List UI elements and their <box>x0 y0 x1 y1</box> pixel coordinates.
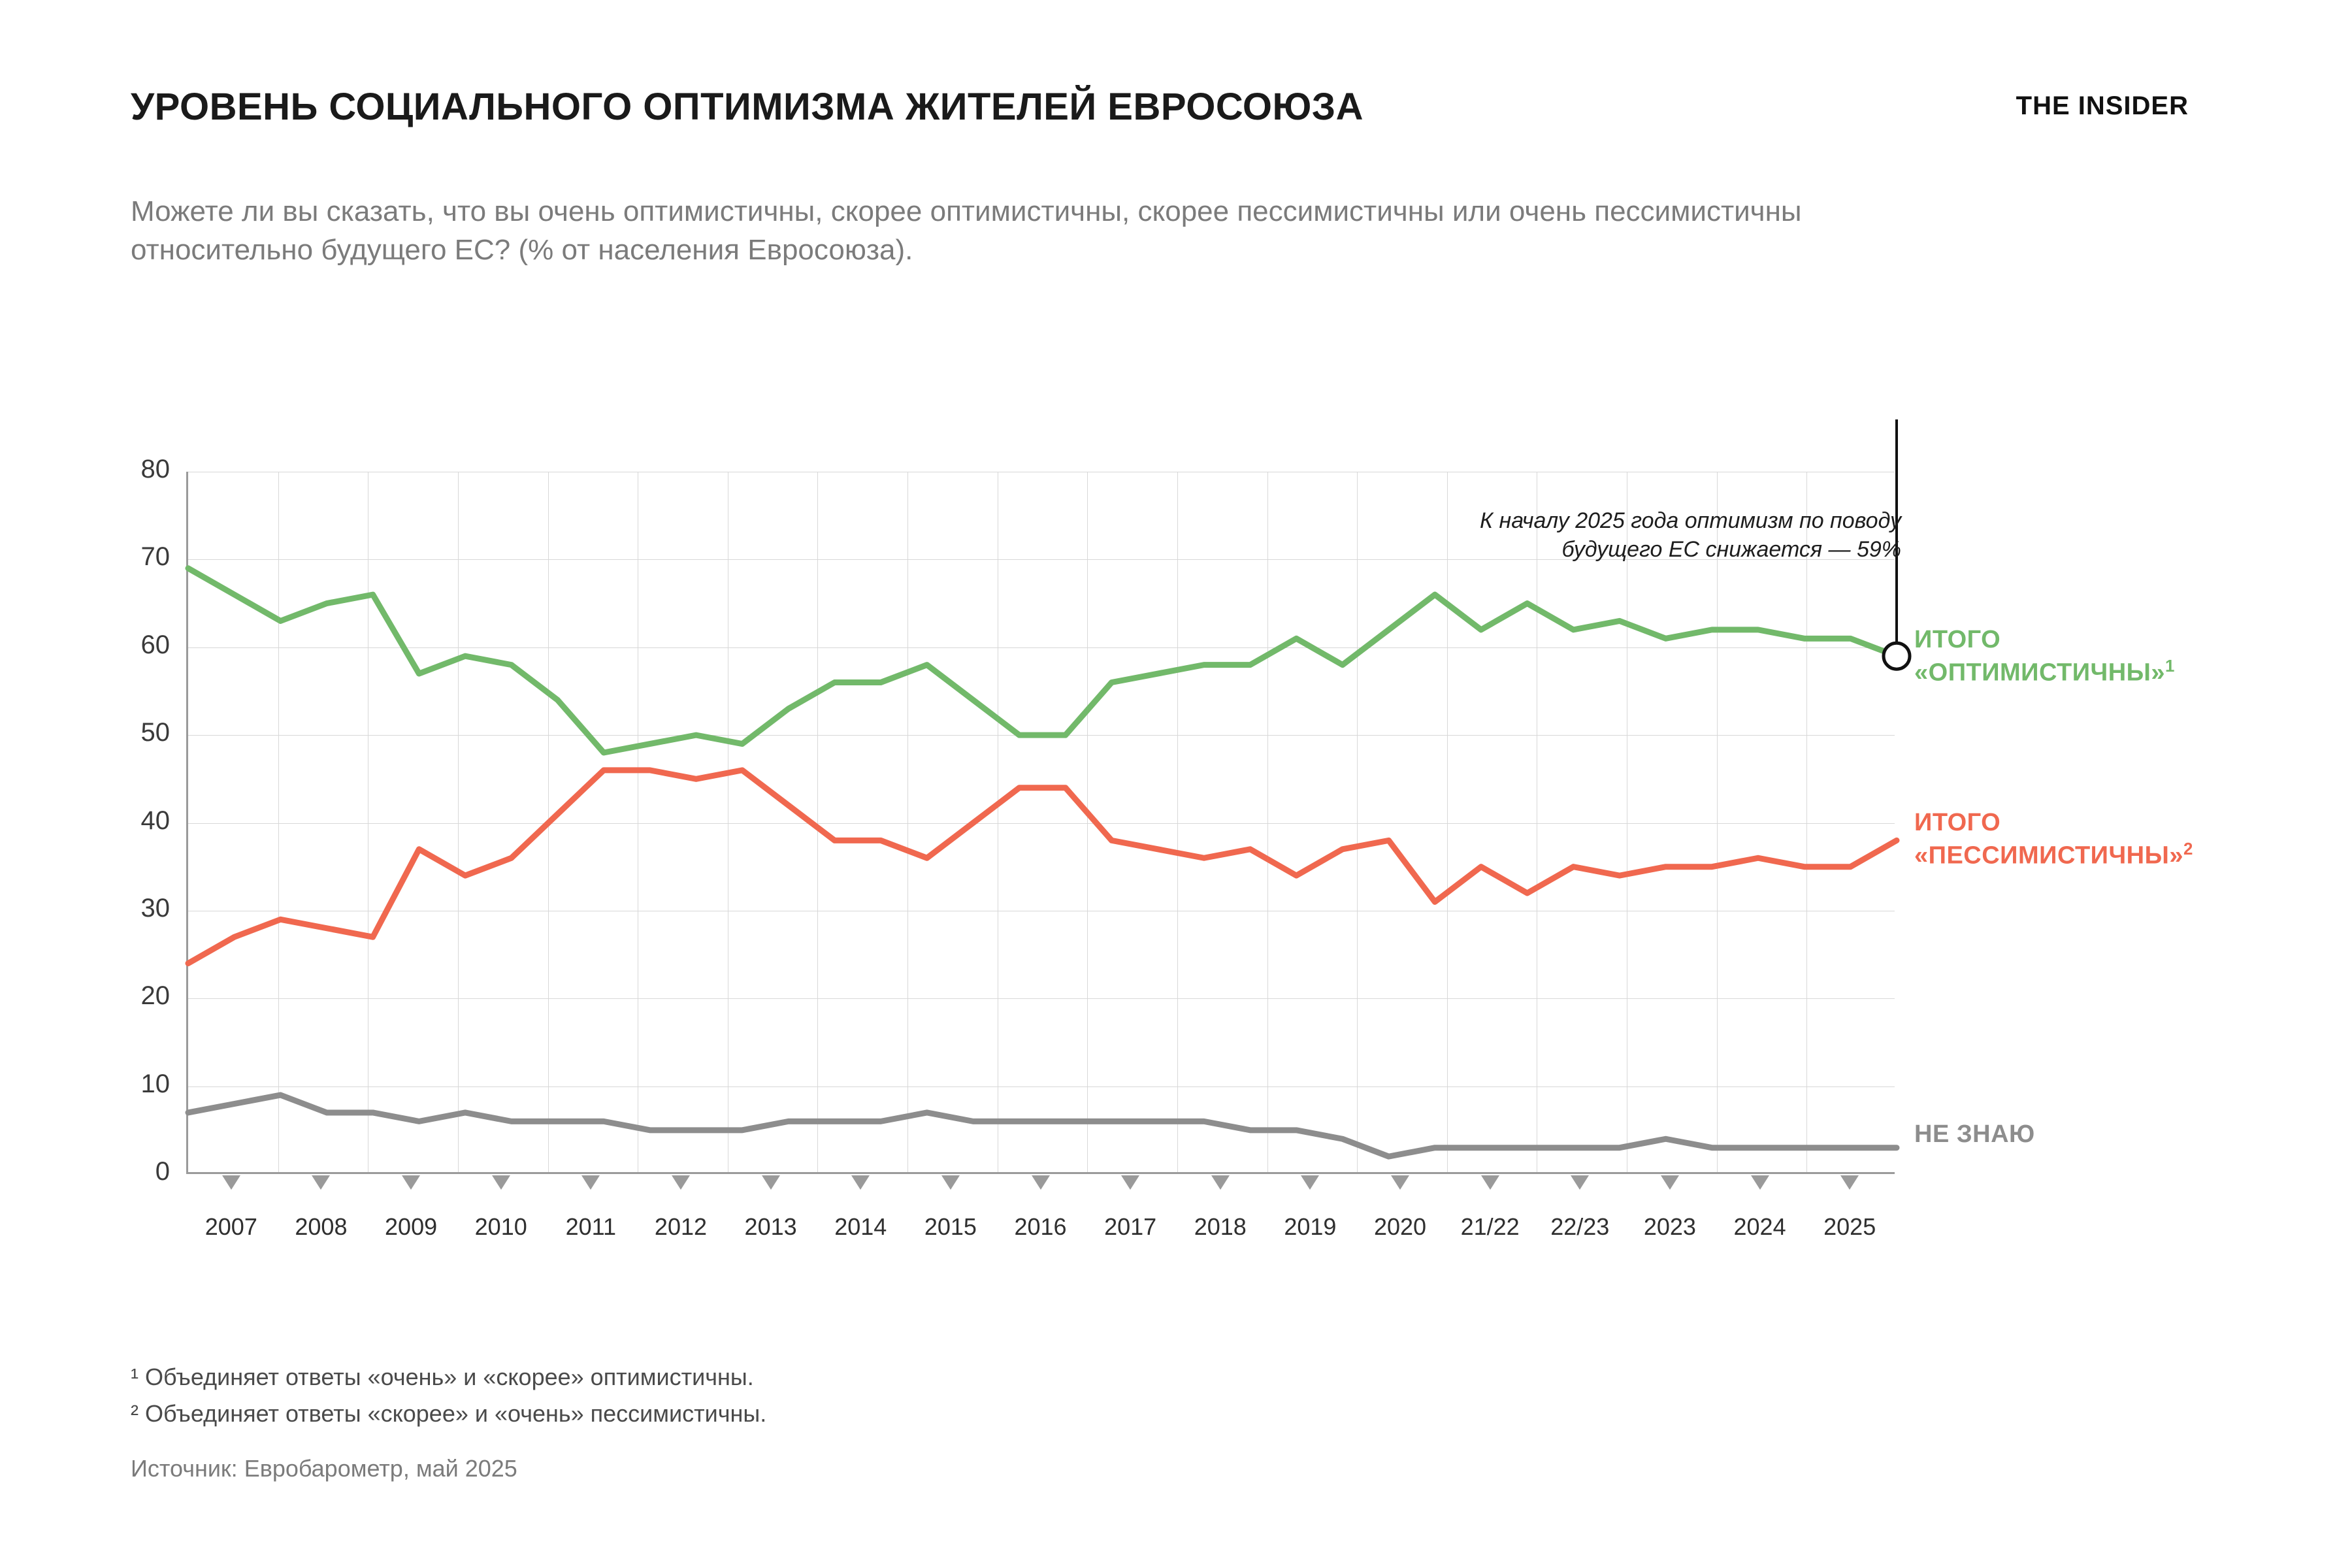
x-tick-mark <box>1391 1175 1409 1190</box>
x-tick-label: 2012 <box>654 1213 708 1240</box>
x-tick-mark <box>402 1175 420 1190</box>
y-tick-label: 20 <box>140 981 170 1011</box>
legend-pessimistic-sup: 2 <box>2183 840 2193 859</box>
x-tick-mark <box>1301 1175 1319 1190</box>
x-tick-label: 2025 <box>1823 1213 1876 1240</box>
y-tick-label: 40 <box>140 806 170 835</box>
x-tick-mark <box>1121 1175 1139 1190</box>
legend-optimistic <box>1914 624 2175 689</box>
x-tick-mark <box>1751 1175 1769 1190</box>
series-line-1 <box>188 770 1897 964</box>
x-tick-mark <box>851 1175 870 1190</box>
x-tick-label: 2009 <box>385 1213 438 1240</box>
footnotes <box>131 1359 766 1486</box>
x-tick-label: 2015 <box>924 1213 977 1240</box>
x-tick-label: 2016 <box>1014 1213 1067 1240</box>
x-tick-mark <box>1661 1175 1679 1190</box>
x-tick-mark <box>492 1175 510 1190</box>
x-tick-label: 2011 <box>565 1213 617 1240</box>
footnote-1: ¹ Объединяет ответы «очень» и «скорее» оптимистичны. <box>131 1364 754 1390</box>
x-tick-label: 2023 <box>1643 1213 1696 1240</box>
y-tick-label: 80 <box>140 455 170 483</box>
x-tick-label: 2017 <box>1104 1213 1157 1240</box>
x-tick-label: 2007 <box>204 1213 257 1240</box>
y-tick-label: 0 <box>155 1157 170 1186</box>
x-tick-mark <box>1032 1175 1050 1190</box>
series-lines <box>188 472 1897 1174</box>
series-line-0 <box>188 568 1897 753</box>
x-tick-label: 2024 <box>1733 1213 1786 1240</box>
brand-logo: THE INSIDER <box>2016 91 2189 120</box>
y-tick-label: 30 <box>140 893 170 923</box>
x-tick-label: 21/22 <box>1460 1213 1520 1240</box>
x-tick-mark <box>672 1175 690 1190</box>
x-tick-mark <box>762 1175 780 1190</box>
x-tick-label: 2020 <box>1373 1213 1427 1240</box>
annotation-callout: К началу 2025 года оптимизм по поводу будущего ЕС снижается — 59% <box>1480 508 1901 563</box>
plot-area <box>186 472 1895 1174</box>
x-tick-mark <box>1211 1175 1230 1190</box>
legend-optimistic-line2: «ОПТИМИСТИЧНЫ»$^1$ <box>1914 657 2175 687</box>
x-tick-label: 22/23 <box>1550 1213 1610 1240</box>
legend-dontknow: НЕ ЗНАЮ <box>1914 1120 2035 1148</box>
legend-optimistic-line1: ИТОГО <box>1914 626 2001 653</box>
x-tick-mark <box>312 1175 330 1190</box>
x-tick-label: 2014 <box>834 1213 887 1240</box>
legend-pessimistic-line2: «ПЕССИМИСТИЧНЫ»$^2$ <box>1914 840 2193 870</box>
chart-subtitle: Можете ли вы сказать, что вы очень оптимистичны, скорее оптимистичны, скорее пессимистичны или очень пессимистичны относительно будущего ЕС? (% от населения Евросоюза). <box>131 195 1802 266</box>
x-tick-mark <box>1840 1175 1859 1190</box>
page-title: УРОВЕНЬ СОЦИАЛЬНОГО ОПТИМИЗМА ЖИТЕЛЕЙ ЕВРОСОЮЗА <box>131 86 1364 128</box>
x-tick-label: 2008 <box>295 1213 348 1240</box>
x-tick-label: 2013 <box>744 1213 797 1240</box>
y-tick-label: 50 <box>140 718 170 747</box>
footnote-2: ² Объединяет ответы «скорее» и «очень» пессимистичны. <box>131 1399 767 1427</box>
legend-pessimistic-line1: ИТОГО <box>1914 809 2001 836</box>
x-tick-mark <box>1481 1175 1499 1190</box>
y-tick-label: 60 <box>140 630 170 659</box>
y-tick-label: 10 <box>140 1069 170 1098</box>
legend-optimistic-sup: 1 <box>2165 657 2175 676</box>
y-tick-label: 70 <box>140 542 170 572</box>
source-line: Источник: Евробарометр, май 2025 <box>131 1454 517 1482</box>
x-tick-label: 2018 <box>1194 1213 1247 1240</box>
x-tick-label: 2010 <box>474 1213 527 1240</box>
x-tick-mark <box>222 1175 240 1190</box>
x-tick-mark <box>581 1175 600 1190</box>
series-line-2 <box>188 1095 1897 1156</box>
x-tick-label: 2019 <box>1284 1213 1337 1240</box>
x-tick-mark <box>941 1175 960 1190</box>
callout-marker <box>1884 643 1910 669</box>
x-tick-mark <box>1571 1175 1589 1190</box>
legend-pessimistic <box>1914 807 2193 872</box>
